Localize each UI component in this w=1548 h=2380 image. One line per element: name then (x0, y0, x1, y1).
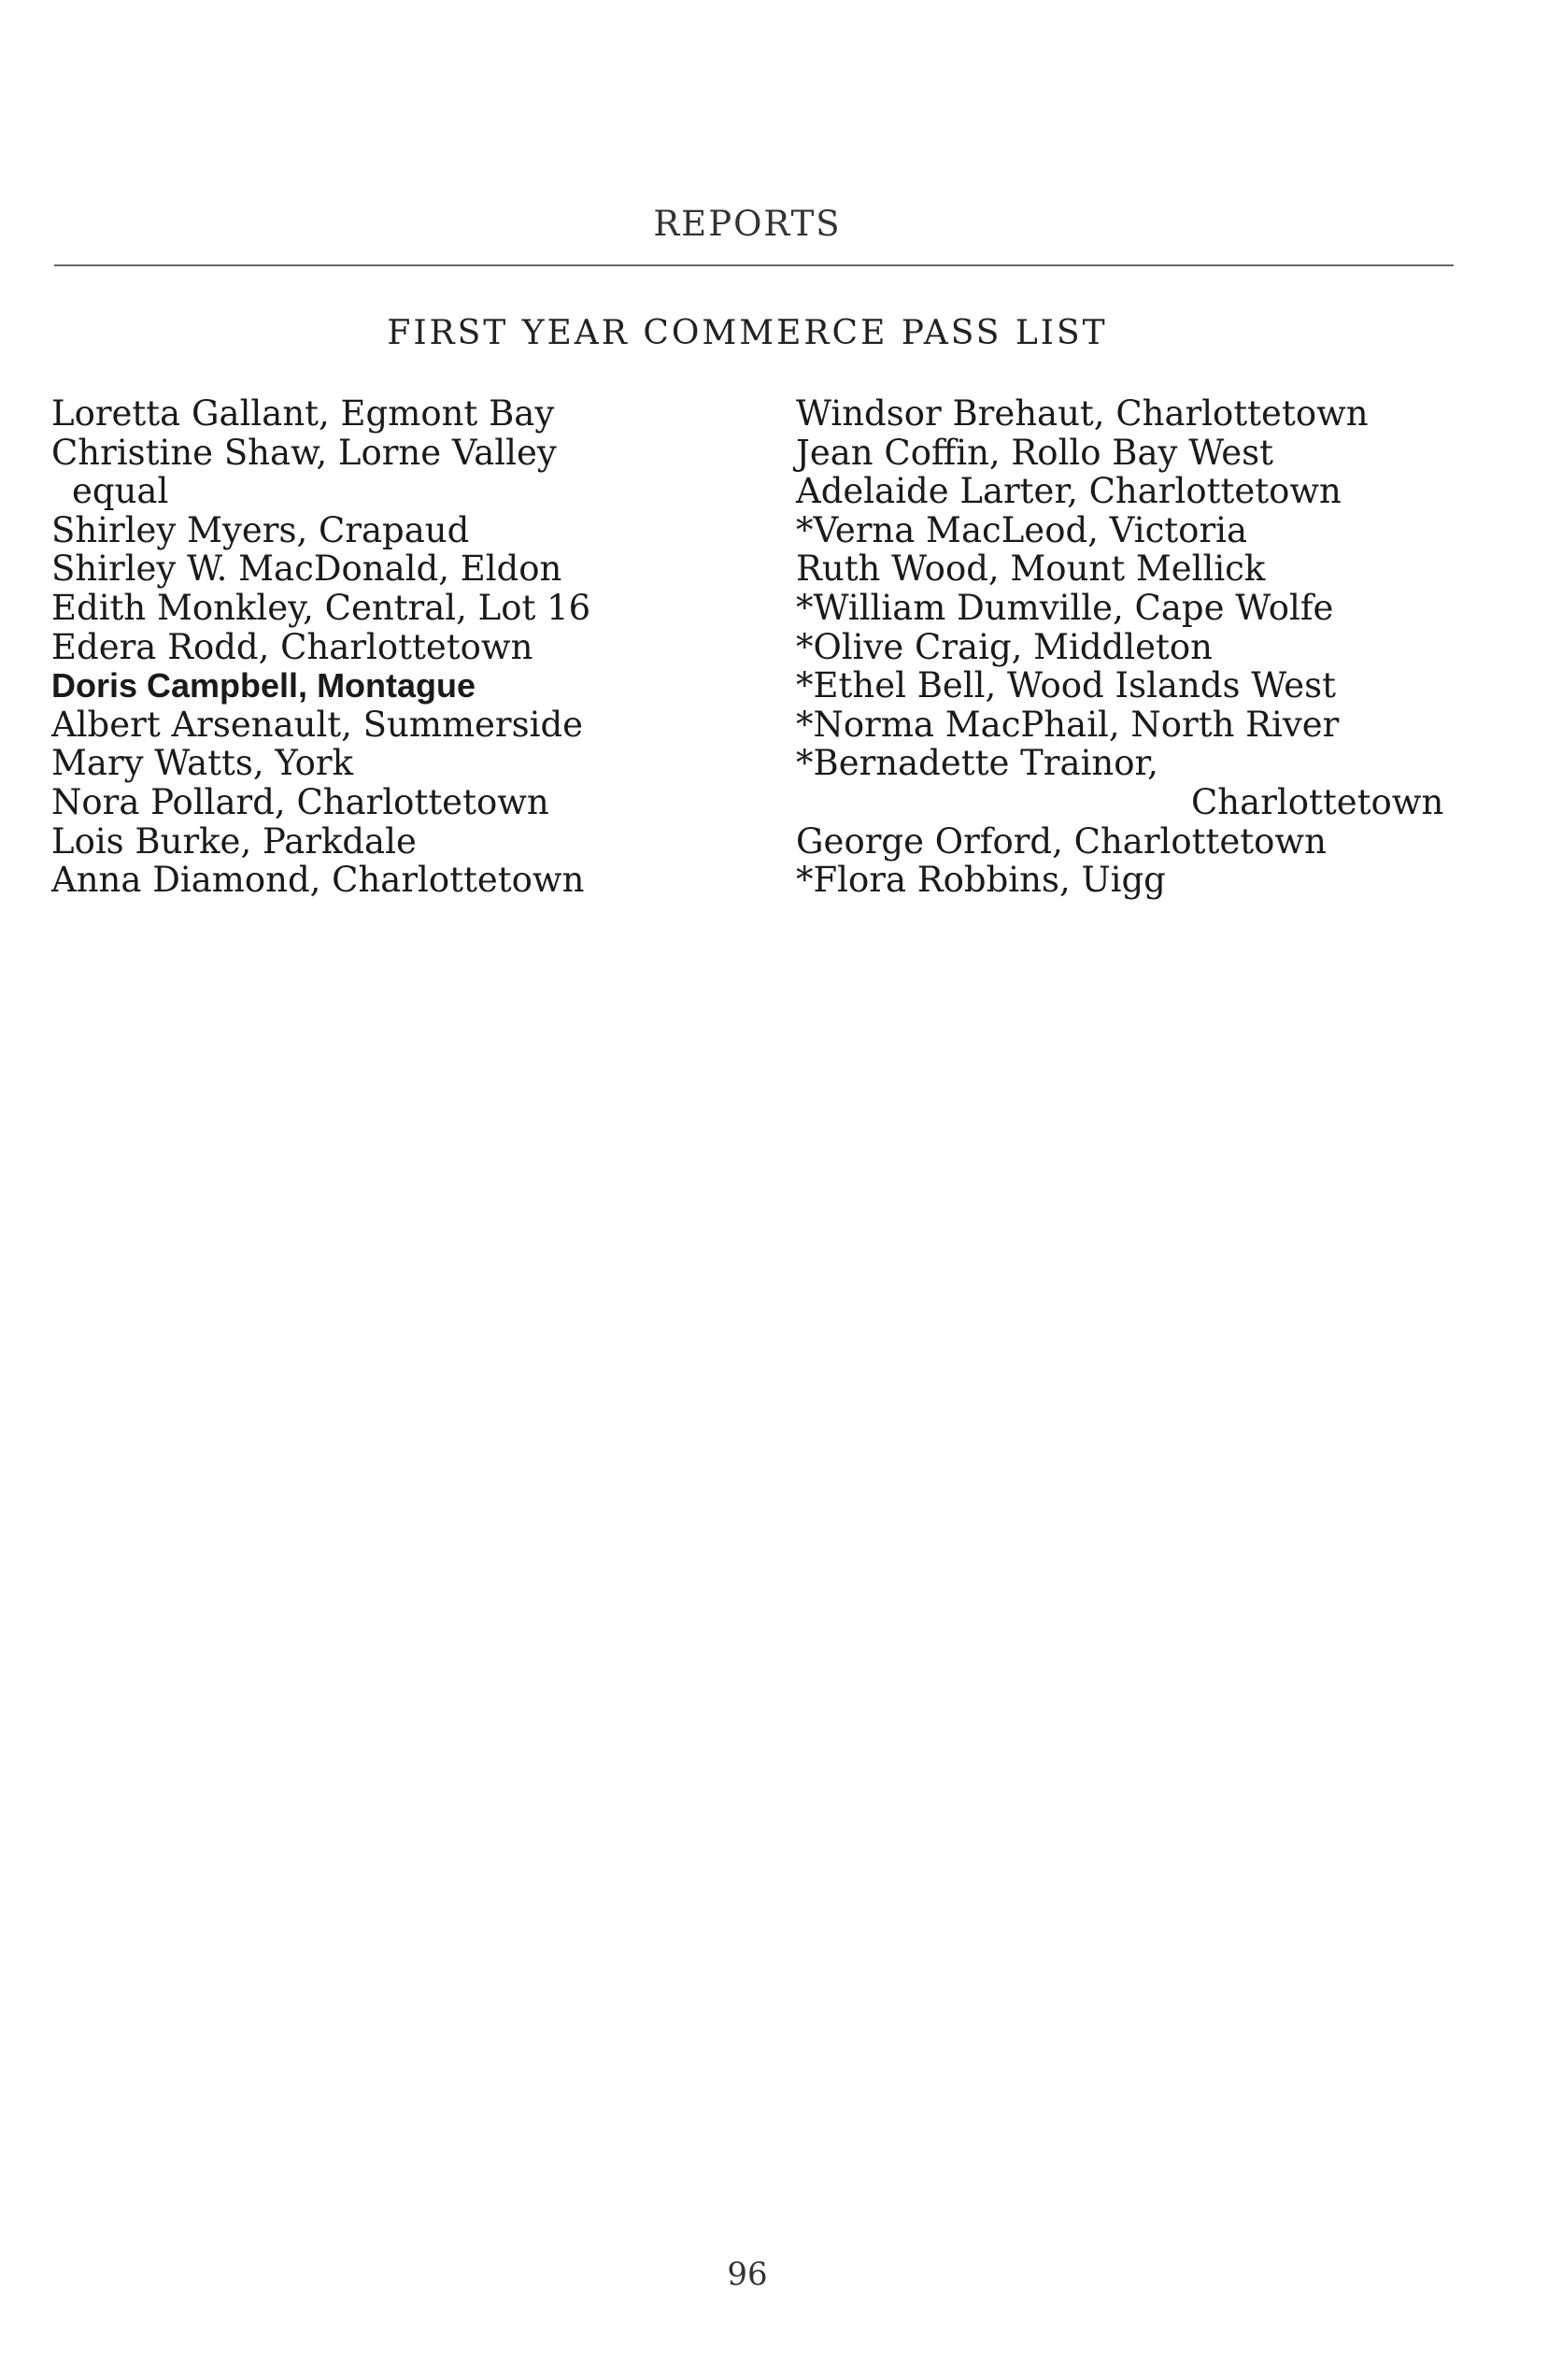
list-item: Christine Shaw, Lorne Valley (51, 432, 557, 473)
page-number: 96 (727, 2256, 768, 2293)
list-item-continuation: Charlottetown (1191, 781, 1444, 822)
right-column-list (796, 394, 1534, 900)
list-item: *Verna MacLeod, Victoria (796, 509, 1248, 550)
list-item: George Orford, Charlottetown (796, 820, 1327, 862)
list-item: Shirley Myers, Crapaud (51, 509, 470, 550)
header-rule (54, 264, 1454, 266)
section-title: FIRST YEAR COMMERCE PASS LIST (387, 314, 1108, 352)
list-item: Shirley W. MacDonald, Eldon (51, 549, 562, 590)
list-item: *Olive Craig, Middleton (796, 626, 1213, 667)
list-item: Adelaide Larter, Charlottetown (796, 471, 1342, 512)
list-item: Anna Diamond, Charlottetown (51, 860, 585, 901)
list-item: *Norma MacPhail, North River (796, 704, 1340, 745)
list-item-note: equal (72, 471, 169, 512)
list-item: Loretta Gallant, Egmont Bay (51, 393, 555, 434)
list-item: Nora Pollard, Charlottetown (51, 781, 549, 822)
list-item: Windsor Brehaut, Charlottetown (796, 393, 1369, 434)
list-item: Ruth Wood, Mount Mellick (796, 549, 1266, 590)
list-item: Albert Arsenault, Summerside (51, 704, 584, 745)
list-item: *Bernadette Trainor, (796, 743, 1158, 784)
list-item: Jean Coffin, Rollo Bay West (796, 432, 1273, 473)
list-item: *William Dumville, Cape Wolfe (796, 587, 1334, 628)
list-item: Mary Watts, York (51, 743, 354, 784)
left-column-list (51, 394, 761, 900)
list-item: Doris Campbell, Montague (51, 666, 476, 705)
list-item: Edith Monkley, Central, Lot 16 (51, 587, 591, 628)
list-item: Lois Burke, Parkdale (51, 820, 417, 862)
list-item: *Flora Robbins, Uigg (796, 860, 1166, 901)
running-head: REPORTS (653, 204, 842, 244)
list-item: *Ethel Bell, Wood Islands West (796, 665, 1337, 706)
list-item: Edera Rodd, Charlottetown (51, 626, 533, 667)
